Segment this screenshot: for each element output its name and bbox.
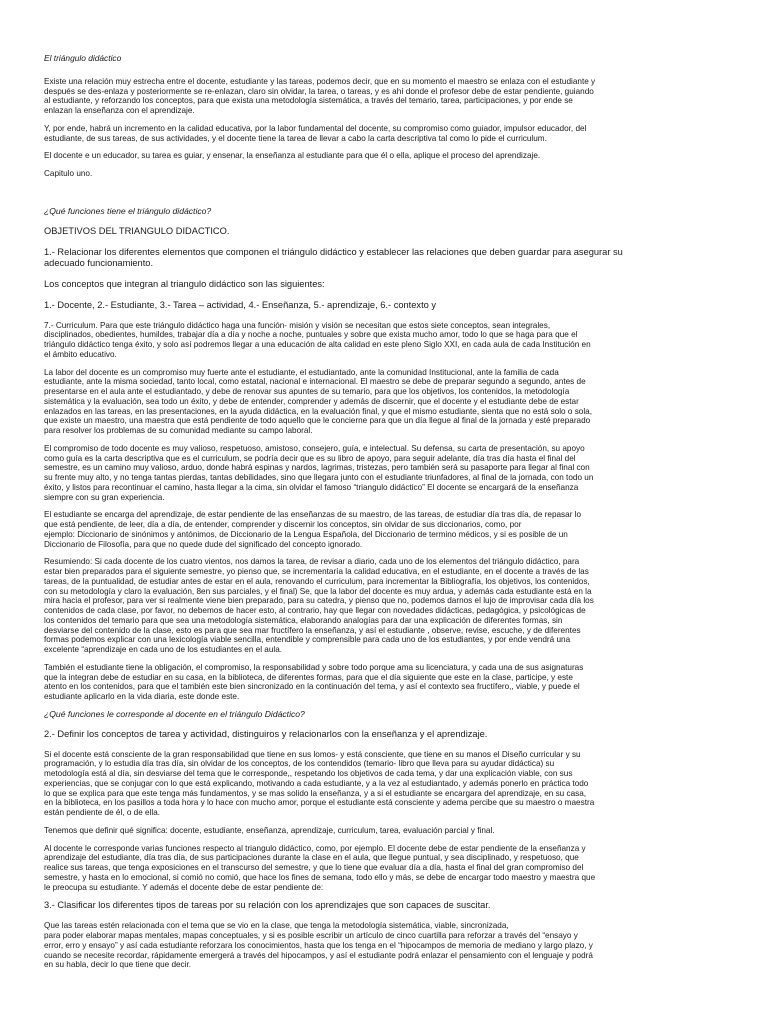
section-question: ¿Qué funciones tiene el triángulo didáctico?	[44, 205, 212, 216]
paragraph: Si el docente está consciente de la gran responsabilidad que tiene en sus lomos- y está consciente, que tiene en su manos el Diseño curricular y su programación, y lo estudia día tras día, sin olvidar de los conceptos, de los contendidos (temario- libro que lleva para su ayudar didáctica) su metodología está al día, sin desviarse del tema que le corresponde,, respetando los objetivos de cada tema, y dar una explicación viable, con sus experiencias, que se conjugar con lo que está explicando, motivando a cada estudiante, y a la vez al estudiantado, y además ponerlo en práctica todo lo que se explica para que este tenga más fundamentos, y se mas solido la enseñanza, y a si el estudiante se encargara del aprendizaje, en su casa, en la biblioteca, en los pasillos a toda hora y lo hace con mucho amor, porque el estudiante está consciente y adema percibe que su maestro o maestra están pendiente de él, o de ella.	[44, 749, 595, 817]
paragraph: Resumiendo: Si cada docente de los cuatro vientos, nos damos la tarea, de revisar a diario, cada uno de los elementos del triángulo didáctico, para estar bien preparados para el siguiente semestre, yo pienso que, se incrementaría la calidad educativa, en el estudiante, en el docente a través de las tareas, de la puntualidad, de estudiar antes de estar en el aula, renovando el curriculum, para incrementar la Bibliografía, los objetivos, los contenidos, con su metodología y claro la evaluación, 8en sus parciales, y el final) Se, que la labor del docente es muy ardua, y además cada estudiante está en la mira hacia el profesor, para ver si realmente viene bien preparado, para su catedra, y pienso que no, podemos darnos el lujo de improvisar cada día los contenidos de cada clase, por favor, no debemos de hacer esto, al contrario, hay que llegar con novedades didácticas, pedagógica, y psicológicas de los contenidos del temario para que sea una metodología sistemática, elaborando analogías para dar una explicación de diferentes formas, sin desviarse del contenido de la clase, esto es para que sea mar fructífero la enseñanza, y así el estudiante , observe, revise, escuche, y de diferentes formas podemos explicar con una lexicología viable sencilla, entendible y comprensible para cada uno de los estudiantes, y por ende vendrá una excelente “aprendizaje en cada uno de los estudiantes en el aula.	[44, 557, 594, 654]
document-title: El triángulo didáctico	[44, 53, 122, 63]
paragraph: Existe una relación muy estrecha entre el docente, estudiante y las tareas, podemos decir, que en su momento el maestro se enlaza con el estudiante y después se des-enlaza y posteriormente se re-enlazan, claro sin olvidar, la tarea, o tareas, y es ahí donde el profesor debe de estar pendiente, guiando al estudiante, y reforzando los conceptos, para que exista una metodología sistemática, a través del temario, tarea, participaciones, y por ende se enlazan la enseñanza con el aprendizaje.	[44, 76, 596, 115]
chapter-label: Capitulo uno.	[44, 169, 93, 178]
objective-item: 1.- Relacionar los diferentes elementos que componen el triángulo didáctico y establecer las relaciones que deben guardar para asegurar su adecuado funcionamiento.	[44, 246, 623, 268]
section-question: ¿Qué funciones le corresponde al docente en el triángulo Didáctico?	[44, 708, 305, 719]
paragraph: El docente e un educador, su tarea es guiar, y ensenar, la enseñanza al estudiante para que él o ella, aplique el proceso del aprendizaje.	[44, 151, 541, 161]
paragraph: Que las tareas estén relacionada con el tema que se vio en la clase, que tenga la metodología sistemática, viable, sincronizada, para poder elaborar mapas mentales, mapas conceptuales, y si es posible escribir un artículo de cinco cuartilla para reforzar a través del “ensayo y error, erro y ensayo” y así cada estudiante reforzara los conocimientos, hasta que los tenga en el “hipocampos de memoria de mediano y largo plazo, y cuando se necesite recordar, rápidamente emergerá a través del hipocampos, y así el estudiante podrá enlazar el pensamiento con el lenguaje y podrá en su habla, decir lo que tiene que decir.	[44, 921, 593, 970]
objective-item: 3.- Clasificar los diferentes tipos de tareas por su relación con los aprendizajes que son capaces de suscitar.	[44, 900, 491, 911]
paragraph: Y, por ende, habrá un incremento en la calidad educativa, por la labor fundamental del docente, su compromiso como guiador, impulsor educador, del estudiante, de sus tareas, de sus actividades, y el docente tiene la tarea de llevar a cabo la carta descriptiva tal como lo pide el curriculum.	[44, 123, 587, 143]
paragraph: Tenemos que definir qué significa: docente, estudiante, enseñanza, aprendizaje, curriculum, tarea, evaluación parcial y final.	[44, 825, 495, 835]
paragraph: El compromiso de todo docente es muy valioso, respetuoso, amistoso, consejero, guía, e intelectual. Su defensa, su carta de presentación, su apoyo como guía es la carta descriptiva que es el curriculum, se podría decir que es su libro de apoyo, para seguir adelante, día tras día hasta el final del semestre, es un camino muy valioso, arduo, donde habrá espinas y nardos, lagrimas, tristezas, pero también será su pasaporte para llegar al final con su frente muy alto, y no tenga tantas pierdas, tantas debilidades, sino que llegara junto con el estudiante triunfadores, al final de la jornada, con todo un éxito, y listos para recontinuar el camino, hasta llegar a la cima, sin olvidar el famoso “triangulo didáctico” El docente se encargará de la enseñanza siempre con su gran experiencia.	[44, 443, 594, 502]
concept-list: 1.- Docente, 2.- Estudiante, 3.- Tarea – actividad, 4.- Enseñanza, 5.- aprendizaje, 6.- contexto y	[44, 299, 437, 310]
objective-item: 2.- Definir los conceptos de tarea y actividad, distinguiros y relacionarlos con la enseñanza y el aprendizaje.	[44, 728, 488, 739]
paragraph: La labor del docente es un compromiso muy fuerte ante el estudiante, el estudiantado, ante la comunidad Institucional, ante la familia de cada estudiante, ante la misma sociedad, tanto local, como estatal, nacional e internacional. El maestro se debe de preparar segundo a segundo, antes de presentarse en el aula ante el estudiantado, y debe de renovar sus apuntes de su temario, para que los objetivos, los contenidos, la metodología sistemática y la evaluación, sea todo un éxito, y debe de entender, comprender y además de discernir, que el docente y el estudiante debe de estar enlazados en las tareas, en las presentaciones, en la ayuda didáctica, en la evaluación final, y que el mismo estudiante, sienta que no está solo o sola, que existe un maestro, una maestra que está pendiente de todo aquello que le concierne para que un día llegue al final de la jornada y esté preparado para resolver los problemas de su comunidad mediante su campo laboral.	[44, 367, 592, 435]
paragraph: Los conceptos que integran al triangulo didáctico son las siguientes:	[44, 278, 325, 289]
paragraph: Al docente le corresponde varias funciones respecto al triangulo didáctico, como, por ejemplo. El docente debe de estar pendiente de la enseñanza y aprendizaje del estudiante, día tras día, de sus participaciones durante la clase en el aula, que llegue puntual, y sea disciplinado, y respetuoso, que realice sus tareas, que tenga exposiciones en el transcurso del semestre, y que lo tiene que evaluar día a día, hasta el final del gran compromiso del semestre, y hasta en lo emocional, si comió no comió, que hace los fines de semana, todo ello y más, se debe de encargar todo maestro y maestra que le preocupa su estudiante. Y además el docente debe de estar pendiente de:	[44, 843, 596, 892]
paragraph: 7.- Curriculum. Para que este triángulo didáctico haga una función- misión y visión se necesitan que estos siete conceptos, sean integrales, disciplinados, obedientes, humildes, trabajar día a día y noche a noche, puntuales y sobre que exista mucho amor, todo lo que se haga para que el triángulo didáctico tenga éxito, y solo así podremos llegar a una educación de alta calidad en este pleno Siglo XXI, en cada aula de cada Institución en el ámbito educativo.	[44, 320, 591, 359]
paragraph: También el estudiante tiene la obligación, el compromiso, la responsabilidad y sobre todo porque ama su licenciatura, y cada una de sus asignaturas que la integran debe de estudiar en su casa, en la biblioteca, de diferentes formas, para que el día siguiente que este en la clase, participe, y este atento en los contenidos, para que el también este bien sincronizado en la continuación del tema, y así el contexto sea fructífero,, viable, y puede el estudiante aplicarlo en la vida diaria, este donde este.	[44, 662, 584, 701]
objectives-heading: OBJETIVOS DEL TRIANGULO DIDACTICO.	[44, 225, 230, 236]
paragraph: El estudiante se encarga del aprendizaje, de estar pendiente de las enseñanzas de su maestro, de las tareas, de estudiar día tras día, de repasar lo que está pendiente, de leer, día a día, de entender, comprender y discernir los conceptos, sin olvidar de sus diccionarios, como, por ejemplo: Diccionario de sinónimos y antónimos, de Diccionario de la Lengua Española, del Diccionario de termino médicos, y si es posible de un Diccionario de Filosofía, para que no quede dude del significado del concepto ignorado.	[44, 510, 582, 549]
